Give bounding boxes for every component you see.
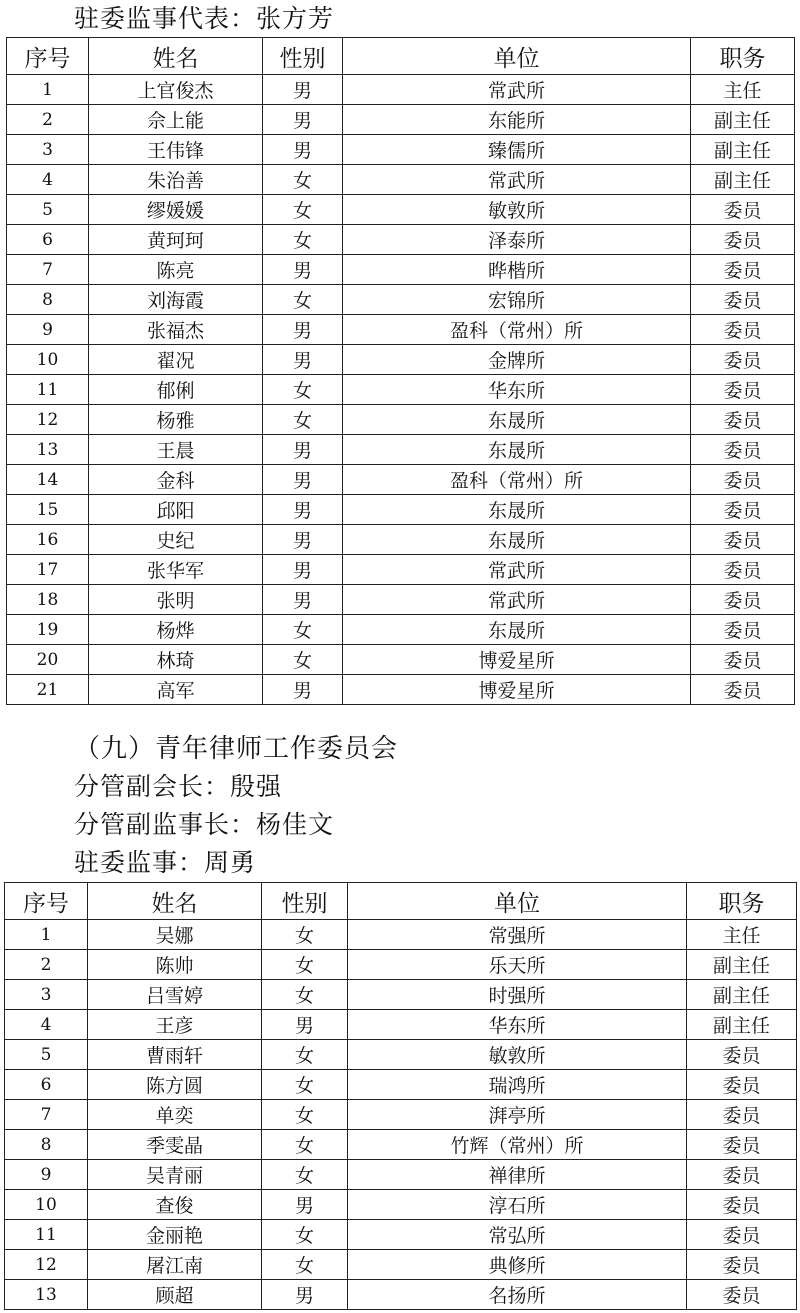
cell-name: 金科	[89, 465, 263, 495]
cell-index: 5	[7, 195, 89, 225]
cell-unit: 乐天所	[348, 950, 687, 980]
committee-table-8	[6, 37, 795, 705]
cell-position: 委员	[691, 375, 795, 405]
cell-index: 8	[5, 1130, 88, 1160]
cell-gender: 女	[262, 1040, 348, 1070]
cell-position: 委员	[687, 1040, 797, 1070]
section9-title: （九）青年律师工作委员会	[74, 734, 399, 764]
cell-name: 陈亮	[89, 255, 263, 285]
header-position: 职务	[691, 38, 795, 75]
cell-gender: 女	[263, 375, 343, 405]
cell-unit: 臻儒所	[343, 135, 691, 165]
cell-position: 委员	[691, 615, 795, 645]
cell-index: 11	[7, 375, 89, 405]
table-row	[7, 465, 795, 495]
cell-name: 刘海霞	[89, 285, 263, 315]
table-row	[7, 345, 795, 375]
cell-gender: 女	[262, 1130, 348, 1160]
cell-gender: 男	[263, 555, 343, 585]
cell-position: 委员	[691, 345, 795, 375]
cell-index: 13	[7, 435, 89, 465]
cell-name: 金丽艳	[88, 1220, 262, 1250]
cell-index: 6	[7, 225, 89, 255]
cell-gender: 女	[263, 645, 343, 675]
cell-unit: 晔楷所	[343, 255, 691, 285]
cell-gender: 女	[263, 195, 343, 225]
cell-index: 18	[7, 585, 89, 615]
cell-gender: 男	[262, 1190, 348, 1220]
table-row	[7, 435, 795, 465]
cell-gender: 女	[262, 950, 348, 980]
cell-index: 3	[5, 980, 88, 1010]
cell-unit: 金牌所	[343, 345, 691, 375]
cell-unit: 博爱星所	[343, 645, 691, 675]
table-row	[7, 645, 795, 675]
cell-unit: 东晟所	[343, 405, 691, 435]
cell-index: 14	[7, 465, 89, 495]
cell-name: 翟况	[89, 345, 263, 375]
cell-unit: 常武所	[343, 585, 691, 615]
table-row	[7, 315, 795, 345]
cell-position: 委员	[687, 1220, 797, 1250]
cell-gender: 女	[262, 1160, 348, 1190]
cell-name: 郁俐	[89, 375, 263, 405]
header-name: 姓名	[88, 883, 262, 920]
cell-name: 杨烨	[89, 615, 263, 645]
header-index: 序号	[5, 883, 88, 920]
cell-gender: 男	[263, 345, 343, 375]
header-gender: 性别	[263, 38, 343, 75]
cell-unit: 东能所	[343, 105, 691, 135]
cell-unit: 宏锦所	[343, 285, 691, 315]
cell-name: 吴青丽	[88, 1160, 262, 1190]
cell-gender: 男	[263, 435, 343, 465]
cell-index: 19	[7, 615, 89, 645]
table-row	[7, 375, 795, 405]
cell-index: 13	[5, 1280, 88, 1310]
cell-position: 主任	[691, 75, 795, 105]
cell-gender: 女	[263, 225, 343, 255]
cell-position: 委员	[691, 555, 795, 585]
cell-name: 陈方圆	[88, 1070, 262, 1100]
cell-gender: 男	[263, 465, 343, 495]
table-row	[5, 920, 797, 950]
cell-index: 9	[7, 315, 89, 345]
table-body	[7, 75, 795, 705]
cell-position: 委员	[691, 255, 795, 285]
cell-index: 10	[5, 1190, 88, 1220]
cell-position: 委员	[691, 525, 795, 555]
table-row	[5, 950, 797, 980]
cell-position: 委员	[687, 1250, 797, 1280]
cell-index: 17	[7, 555, 89, 585]
cell-gender: 男	[263, 105, 343, 135]
cell-unit: 名扬所	[348, 1280, 687, 1310]
section9-vice-president-line: 分管副会长：殷强	[74, 772, 283, 801]
cell-position: 委员	[691, 645, 795, 675]
table-row	[7, 75, 795, 105]
section9-vice-supervisor-line: 分管副监事长：杨佳文	[74, 810, 335, 839]
table-row	[5, 1070, 797, 1100]
cell-index: 7	[5, 1100, 88, 1130]
table-row	[7, 255, 795, 285]
cell-unit: 敏敦所	[343, 195, 691, 225]
cell-gender: 男	[263, 315, 343, 345]
cell-position: 委员	[691, 195, 795, 225]
cell-gender: 女	[263, 285, 343, 315]
cell-name: 史纪	[89, 525, 263, 555]
cell-index: 15	[7, 495, 89, 525]
cell-gender: 女	[263, 615, 343, 645]
cell-index: 7	[7, 255, 89, 285]
cell-name: 吕雪婷	[88, 980, 262, 1010]
cell-unit: 淳石所	[348, 1190, 687, 1220]
cell-position: 委员	[687, 1070, 797, 1100]
cell-gender: 男	[263, 525, 343, 555]
cell-position: 委员	[691, 435, 795, 465]
cell-name: 杨雅	[89, 405, 263, 435]
cell-gender: 男	[263, 255, 343, 285]
table-row	[7, 615, 795, 645]
cell-name: 曹雨轩	[88, 1040, 262, 1070]
cell-position: 委员	[687, 1280, 797, 1310]
cell-gender: 女	[262, 1070, 348, 1100]
committee-table-9	[4, 882, 797, 1310]
cell-position: 委员	[687, 1190, 797, 1220]
cell-name: 上官俊杰	[89, 75, 263, 105]
cell-name: 顾超	[88, 1280, 262, 1310]
cell-name: 王伟锋	[89, 135, 263, 165]
cell-gender: 女	[262, 1100, 348, 1130]
table-header-row	[5, 883, 797, 920]
cell-index: 9	[5, 1160, 88, 1190]
cell-position: 委员	[687, 1130, 797, 1160]
cell-position: 主任	[687, 920, 797, 950]
cell-name: 张华军	[89, 555, 263, 585]
table-row	[7, 675, 795, 705]
cell-unit: 常强所	[348, 920, 687, 950]
cell-name: 佘上能	[89, 105, 263, 135]
cell-gender: 女	[263, 165, 343, 195]
cell-index: 21	[7, 675, 89, 705]
table-row	[7, 225, 795, 255]
table-row	[7, 525, 795, 555]
cell-position: 委员	[691, 225, 795, 255]
cell-gender: 男	[263, 585, 343, 615]
cell-unit: 东晟所	[343, 435, 691, 465]
cell-name: 邱阳	[89, 495, 263, 525]
cell-gender: 女	[262, 920, 348, 950]
table-row	[7, 135, 795, 165]
section9-supervisor-line: 驻委监事：周勇	[74, 848, 257, 877]
table-body	[5, 920, 797, 1310]
cell-index: 1	[7, 75, 89, 105]
cell-index: 5	[5, 1040, 88, 1070]
header-name: 姓名	[89, 38, 263, 75]
cell-index: 20	[7, 645, 89, 675]
cell-gender: 男	[262, 1010, 348, 1040]
cell-unit: 时强所	[348, 980, 687, 1010]
header-unit: 单位	[343, 38, 691, 75]
header-gender: 性别	[262, 883, 348, 920]
section8-supervisor-line: 驻委监事代表：张方芳	[74, 4, 335, 33]
cell-name: 王晨	[89, 435, 263, 465]
cell-unit: 华东所	[343, 375, 691, 405]
cell-index: 16	[7, 525, 89, 555]
table-row	[7, 405, 795, 435]
cell-name: 张福杰	[89, 315, 263, 345]
cell-name: 缪媛媛	[89, 195, 263, 225]
cell-position: 委员	[691, 405, 795, 435]
cell-index: 3	[7, 135, 89, 165]
cell-position: 副主任	[691, 105, 795, 135]
cell-index: 6	[5, 1070, 88, 1100]
cell-unit: 禅律所	[348, 1160, 687, 1190]
cell-gender: 男	[262, 1280, 348, 1310]
table-row	[5, 980, 797, 1010]
cell-unit: 盈科（常州）所	[343, 315, 691, 345]
cell-index: 2	[7, 105, 89, 135]
cell-unit: 常武所	[343, 555, 691, 585]
cell-unit: 华东所	[348, 1010, 687, 1040]
cell-position: 副主任	[691, 165, 795, 195]
cell-index: 4	[5, 1010, 88, 1040]
cell-position: 副主任	[691, 135, 795, 165]
cell-position: 委员	[691, 315, 795, 345]
header-unit: 单位	[348, 883, 687, 920]
cell-gender: 男	[263, 75, 343, 105]
cell-name: 季雯晶	[88, 1130, 262, 1160]
cell-name: 陈帅	[88, 950, 262, 980]
cell-index: 10	[7, 345, 89, 375]
cell-name: 屠江南	[88, 1250, 262, 1280]
cell-name: 单奕	[88, 1100, 262, 1130]
cell-position: 委员	[687, 1100, 797, 1130]
table-row	[7, 495, 795, 525]
cell-position: 副主任	[687, 980, 797, 1010]
cell-gender: 男	[263, 495, 343, 525]
table-row	[7, 585, 795, 615]
cell-unit: 常武所	[343, 75, 691, 105]
table-row	[5, 1250, 797, 1280]
cell-name: 黄珂珂	[89, 225, 263, 255]
cell-gender: 男	[263, 675, 343, 705]
cell-unit: 博爱星所	[343, 675, 691, 705]
cell-name: 高军	[89, 675, 263, 705]
table-row	[7, 105, 795, 135]
cell-position: 委员	[691, 465, 795, 495]
table-row	[5, 1160, 797, 1190]
cell-position: 委员	[691, 495, 795, 525]
cell-index: 11	[5, 1220, 88, 1250]
cell-unit: 盈科（常州）所	[343, 465, 691, 495]
cell-gender: 女	[262, 1220, 348, 1250]
cell-gender: 男	[263, 135, 343, 165]
cell-index: 12	[5, 1250, 88, 1280]
table-row	[5, 1040, 797, 1070]
cell-gender: 女	[262, 980, 348, 1010]
table-row	[5, 1280, 797, 1310]
header-position: 职务	[687, 883, 797, 920]
cell-unit: 东晟所	[343, 525, 691, 555]
table-row	[5, 1190, 797, 1220]
cell-unit: 常弘所	[348, 1220, 687, 1250]
table-row	[5, 1100, 797, 1130]
cell-unit: 敏敦所	[348, 1040, 687, 1070]
cell-index: 8	[7, 285, 89, 315]
cell-gender: 女	[263, 405, 343, 435]
table-header-row	[7, 38, 795, 75]
table-row	[5, 1130, 797, 1160]
cell-position: 副主任	[687, 1010, 797, 1040]
cell-name: 吴娜	[88, 920, 262, 950]
cell-unit: 典修所	[348, 1250, 687, 1280]
table-row	[7, 285, 795, 315]
cell-unit: 瑞鸿所	[348, 1070, 687, 1100]
cell-unit: 竹辉（常州）所	[348, 1130, 687, 1160]
cell-index: 1	[5, 920, 88, 950]
table-row	[7, 555, 795, 585]
cell-position: 委员	[691, 585, 795, 615]
cell-position: 委员	[687, 1160, 797, 1190]
cell-index: 2	[5, 950, 88, 980]
cell-gender: 女	[262, 1250, 348, 1280]
cell-unit: 常武所	[343, 165, 691, 195]
header-index: 序号	[7, 38, 89, 75]
cell-name: 朱治善	[89, 165, 263, 195]
cell-position: 副主任	[687, 950, 797, 980]
cell-name: 张明	[89, 585, 263, 615]
table-row	[7, 195, 795, 225]
cell-index: 4	[7, 165, 89, 195]
cell-position: 委员	[691, 675, 795, 705]
cell-position: 委员	[691, 285, 795, 315]
cell-name: 王彦	[88, 1010, 262, 1040]
cell-unit: 泽泰所	[343, 225, 691, 255]
table-row	[5, 1220, 797, 1250]
cell-unit: 东晟所	[343, 495, 691, 525]
cell-name: 查俊	[88, 1190, 262, 1220]
cell-unit: 湃亭所	[348, 1100, 687, 1130]
table-row	[7, 165, 795, 195]
cell-name: 林琦	[89, 645, 263, 675]
cell-unit: 东晟所	[343, 615, 691, 645]
cell-index: 12	[7, 405, 89, 435]
table-row	[5, 1010, 797, 1040]
